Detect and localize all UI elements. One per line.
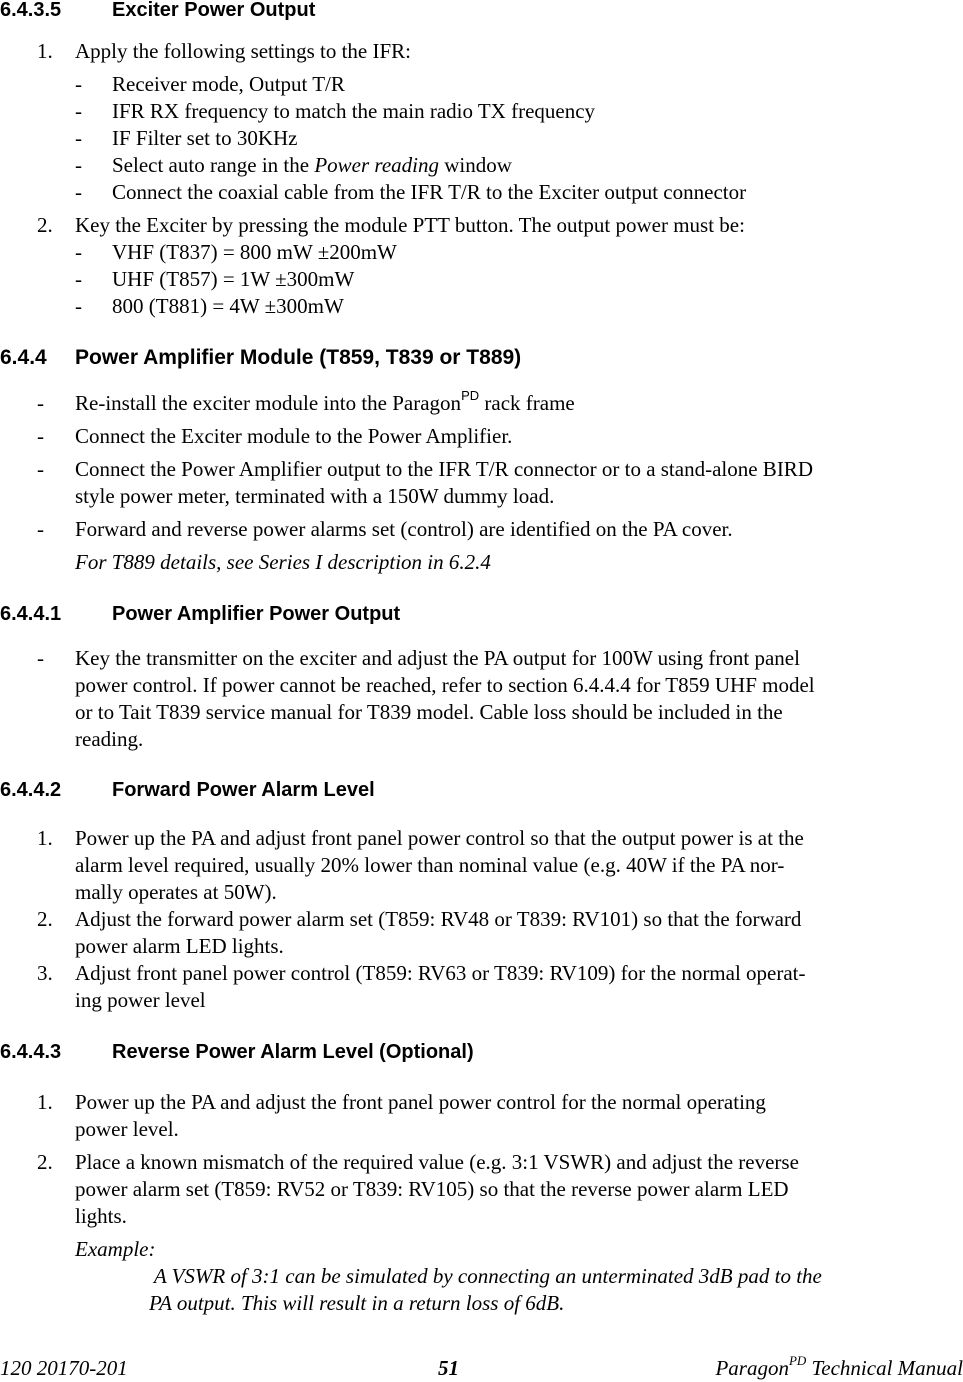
paragraph-line: Adjust front panel power control (T859: RV63 or T839: RV109) for the normal operat- [75,961,806,985]
list-item-text: Connect the Power Amplifier output to the IFR T/R connector or to a stand-alone BIRD [75,457,813,481]
section-title: Power Amplifier Power Output [112,603,401,625]
bullet-dash: - [75,294,82,318]
bullet-dash: - [75,240,82,264]
list-item-text: VHF (T837) = 800 mW ±200mW [112,240,397,264]
list-item-text: Connect the Exciter module to the Power Amplifier. [75,424,513,448]
paragraph-line: lights. [75,1204,127,1228]
bullet-dash: - [75,99,82,123]
paragraph-line: Adjust the forward power alarm set (T859: RV48 or T839: RV101) so that the forward [75,907,802,931]
section-title: Reverse Power Alarm Level (Optional) [112,1041,474,1063]
list-item-text: IF Filter set to 30KHz [112,126,298,150]
note-text: For T889 details, see Series I description in 6.2.4 [75,550,491,574]
list-item-text: Key the Exciter by pressing the module PTT button. The output power must be: [75,213,745,237]
bullet-dash: - [75,72,82,96]
paragraph-line: power control. If power cannot be reached, refer to section 6.4.4.4 for T859 UHF model [75,673,815,697]
bullet-dash: - [37,646,44,670]
list-number: 2. [37,1150,53,1174]
section-number: 6.4.4.1 [0,603,62,625]
section-title: Forward Power Alarm Level [112,779,375,801]
list-number: 2. [37,213,53,237]
list-item-text: Apply the following settings to the IFR: [75,39,411,63]
list-item-text: style power meter, terminated with a 150W dummy load. [75,484,555,508]
list-item-text: Re-install the exciter module into the Paragon$^{PD}$ rack frame [75,388,575,415]
bullet-dash: - [75,180,82,204]
section-number: 6.4.4.2 [0,779,62,801]
footer-manual-title: Paragon$^{PD}$ Technical Manual [715,1353,963,1380]
list-number: 2. [37,907,53,931]
list-number: 1. [37,1090,53,1114]
bullet-dash: - [75,267,82,291]
paragraph-line: reading. [75,727,144,751]
list-number: 3. [37,961,53,985]
list-item-text: UHF (T857) = 1W ±300mW [112,267,355,291]
list-item-text: 800 (T881) = 4W ±300mW [112,294,344,318]
paragraph-line: mally operates at 50W). [75,880,277,904]
example-label: Example: [75,1237,156,1261]
paragraph-line: or to Tait T839 service manual for T839 model. Cable loss should be included in the [75,700,783,724]
paragraph-line: Key the transmitter on the exciter and adjust the PA output for 100W using front panel [75,646,800,670]
paragraph-line: ing power level [75,988,206,1012]
list-item-text: IFR RX frequency to match the main radio TX frequency [112,99,596,123]
list-number: 1. [37,826,53,850]
paragraph-line: power alarm set (T859: RV52 or T839: RV105) so that the reverse power alarm LED [75,1177,789,1201]
example-text: PA output. This will result in a return loss of 6dB. [149,1291,565,1315]
bullet-dash: - [37,424,44,448]
bullet-dash: - [37,517,44,541]
section-number: 6.4.4 [0,346,47,369]
list-item-text: Receiver mode, Output T/R [112,72,345,96]
footer-doc-number: 120 20170-201 [0,1356,128,1380]
bullet-dash: - [75,153,82,177]
footer-page-number: 51 [438,1356,459,1380]
section-number: 6.4.3.5 [0,0,62,21]
paragraph-line: Power up the PA and adjust the front panel power control for the normal operating [75,1090,766,1114]
paragraph-line: alarm level required, usually 20% lower than nominal value (e.g. 40W if the PA nor- [75,853,785,877]
list-number: 1. [37,39,53,63]
section-title: Exciter Power Output [112,0,316,21]
section-number: 6.4.4.3 [0,1041,62,1063]
paragraph-line: Power up the PA and adjust front panel power control so that the output power is at the [75,826,804,850]
bullet-dash: - [37,457,44,481]
list-item-text: Connect the coaxial cable from the IFR T/R to the Exciter output connector [112,180,747,204]
example-text: A VSWR of 3:1 can be simulated by connecting an unterminated 3dB pad to the [149,1264,822,1288]
section-title: Power Amplifier Module (T859, T839 or T889) [75,346,522,369]
bullet-dash: - [37,391,44,415]
bullet-dash: - [75,126,82,150]
list-item-text: Forward and reverse power alarms set (control) are identified on the PA cover. [75,517,733,541]
list-item-text: Select auto range in the Power reading window [112,153,512,177]
paragraph-line: Place a known mismatch of the required value (e.g. 3:1 VSWR) and adjust the reverse [75,1150,799,1174]
paragraph-line: power level. [75,1117,179,1141]
paragraph-line: power alarm LED lights. [75,934,284,958]
